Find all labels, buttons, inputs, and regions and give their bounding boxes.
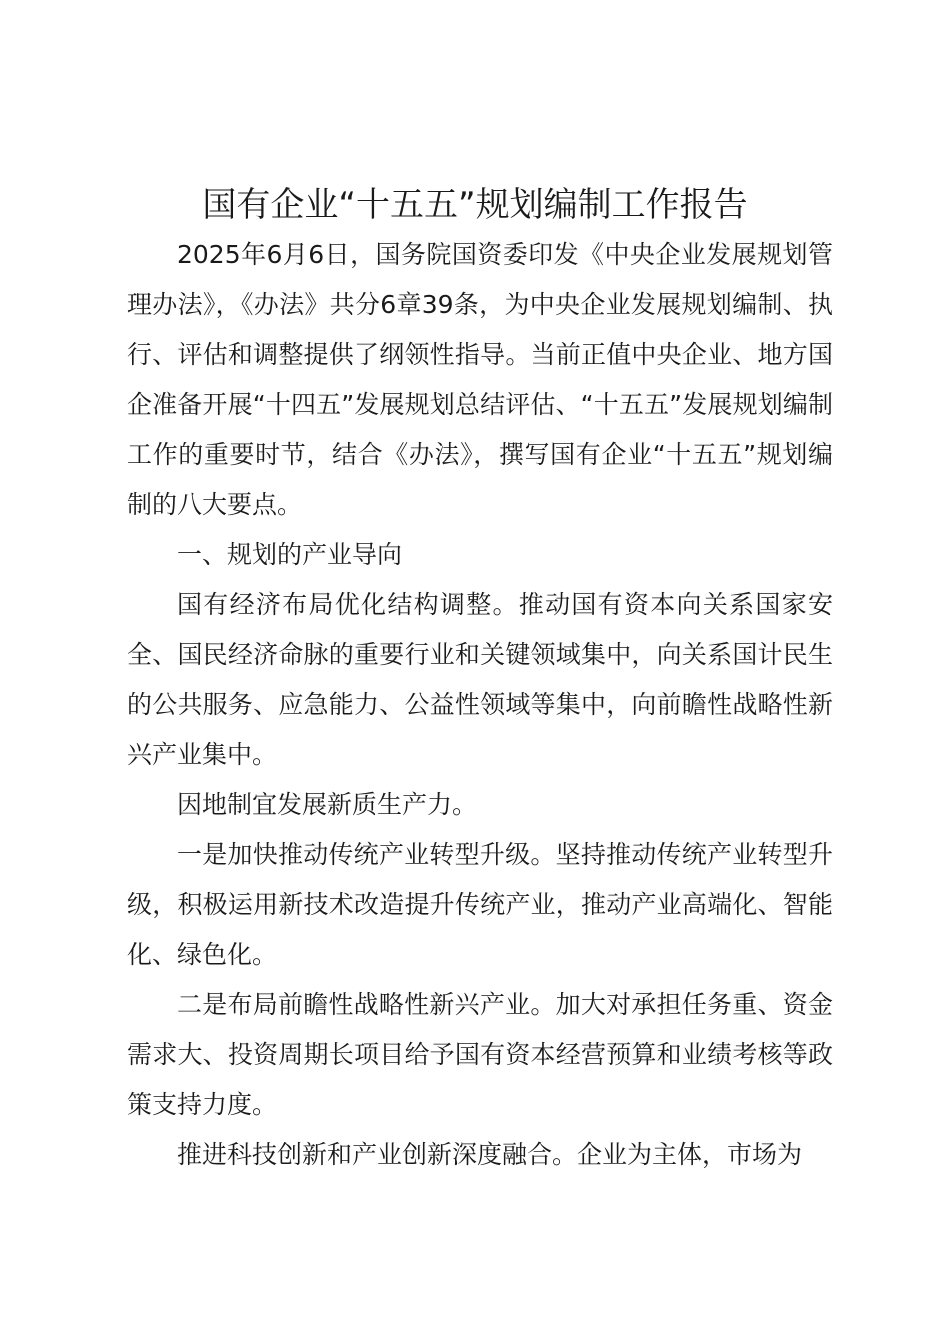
paragraph-new-productivity: 因地制宜发展新质生产力。: [177, 790, 478, 819]
paragraph-innovation-fusion: 推进科技创新和产业创新深度融合。企业为主体，市场为: [177, 1140, 803, 1169]
document-title: 国有企业“十五五”规划编制工作报告: [202, 185, 748, 225]
section-heading-1: 一、规划的产业导向: [177, 540, 403, 569]
paragraph-intro: 2025年6月6日，国务院国资委印发《中央企业发展规划管理办法》，《办法》共分6章39条，为中央企业发展规划编制、执行、评估和调整提供了纲领性指导。当前正值中央企业、地方国企准备开展“十四五”发展规划总结评估、“十五五”发展规划编制工作的重要时节，结合《办法》，撰写国有企业“十五五”规划编制的八大要点。: [127, 240, 833, 519]
paragraph-emerging-industry: 二是布局前瞻性战略性新兴产业。加大对承担任务重、资金需求大、投资周期长项目给予国有资本经营预算和业绩考核等政策支持力度。: [127, 990, 833, 1119]
paragraph-traditional-industry: 一是加快推动传统产业转型升级。坚持推动传统产业转型升级，积极运用新技术改造提升传统产业，推动产业高端化、智能化、绿色化。: [127, 840, 833, 969]
paragraph-layout-optimization: 国有经济布局优化结构调整。推动国有资本向关系国家安全、国民经济命脉的重要行业和关键领域集中，向关系国计民生的公共服务、应急能力、公益性领域等集中，向前瞻性战略性新兴产业集中。: [127, 590, 833, 769]
document-body: [127, 230, 833, 1180]
